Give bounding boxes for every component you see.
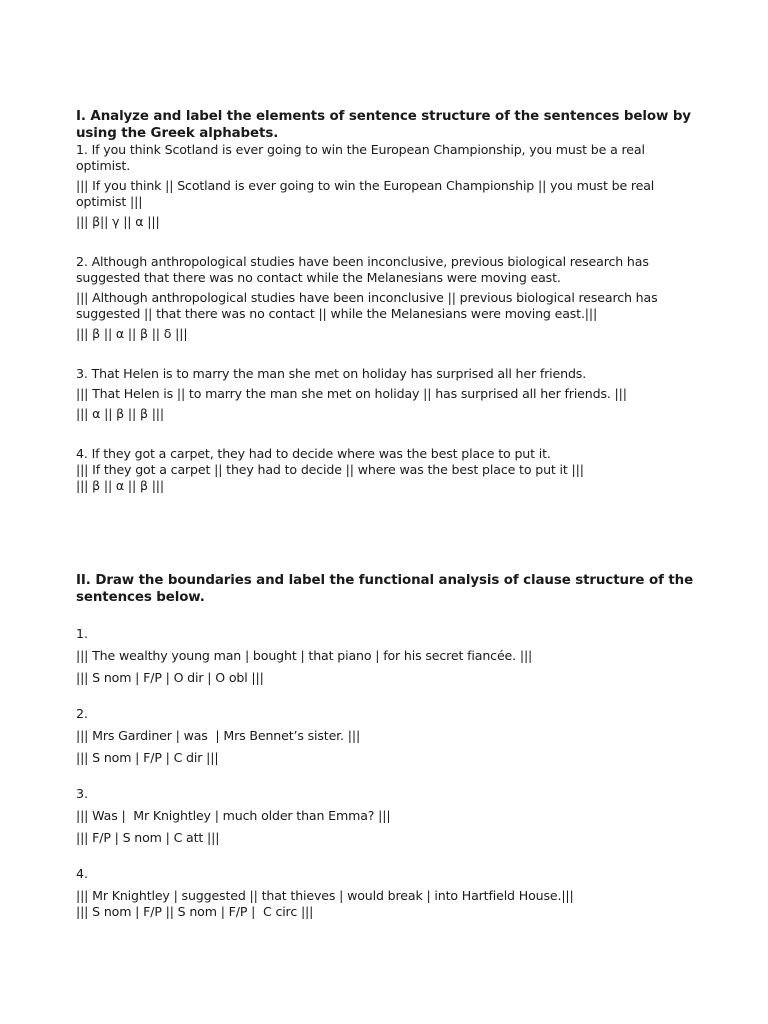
section-1-heading: I. Analyze and label the elements of sentence structure of the sentences below by using the Greek alphabets. xyxy=(76,109,691,141)
item-1-sentence: 1. If you think Scotland is ever going to win the European Championship, you must be a real optimist. xyxy=(76,142,645,173)
item-labels: ||| F/P | S nom | C att ||| xyxy=(76,830,220,845)
item-analysis: ||| The wealthy young man | bought | that piano | for his secret fiancée. ||| xyxy=(76,648,533,663)
item-labels: ||| S nom | F/P | O dir | O obl ||| xyxy=(76,670,264,685)
item-analysis: ||| Mr Knightley | suggested || that thieves | would break | into Hartfield House.||| xyxy=(76,888,574,903)
section-1-item-2 xyxy=(76,254,696,342)
item-3-labels: ||| α || β || β ||| xyxy=(76,406,164,421)
item-labels: ||| S nom | F/P | C dir ||| xyxy=(76,750,219,765)
section-1-item-3 xyxy=(76,366,696,422)
item-labels: ||| S nom | F/P || S nom | F/P | C circ ||| xyxy=(76,904,314,919)
section-1-item-1 xyxy=(76,142,696,230)
section-1 xyxy=(76,108,696,494)
item-2-sentence: 2. Although anthropological studies have been inconclusive, previous biological research has suggested that there was no contact while the Melanesians were moving east. xyxy=(76,254,649,285)
section-1-item-4 xyxy=(76,446,696,494)
item-analysis: ||| Was | Mr Knightley | much older than Emma? ||| xyxy=(76,808,391,823)
item-1-labels: ||| β|| γ || α ||| xyxy=(76,214,160,229)
item-2-labels: ||| β || α || β || δ ||| xyxy=(76,326,188,341)
item-4-sentence: 4. If they got a carpet, they had to decide where was the best place to put it. xyxy=(76,446,551,461)
item-number: 4. xyxy=(76,866,89,881)
item-2-analysis: ||| Although anthropological studies have been inconclusive || previous biological research has suggested || that there was no contact || while the Melanesians were moving east.||| xyxy=(76,290,658,321)
section-2-item-1 xyxy=(76,626,696,686)
section-2-item-2 xyxy=(76,706,696,766)
item-number: 3. xyxy=(76,786,89,801)
section-2-heading: II. Draw the boundaries and label the functional analysis of clause structure of the sentences below. xyxy=(76,573,694,605)
section-2-item-3 xyxy=(76,786,696,846)
document-page xyxy=(76,108,696,919)
item-analysis: ||| Mrs Gardiner | was | Mrs Bennet’s sister. ||| xyxy=(76,728,361,743)
item-number: 1. xyxy=(76,626,89,641)
item-3-sentence: 3. That Helen is to marry the man she met on holiday has surprised all her friends. xyxy=(76,366,587,381)
item-4-labels: ||| β || α || β ||| xyxy=(76,478,164,493)
section-2 xyxy=(76,572,696,940)
section-2-item-4 xyxy=(76,866,696,920)
item-3-analysis: ||| That Helen is || to marry the man she met on holiday || has surprised all her friends. ||| xyxy=(76,386,627,401)
item-number: 2. xyxy=(76,706,89,721)
item-1-analysis: ||| If you think || Scotland is ever going to win the European Championship || you must be real optimist ||| xyxy=(76,178,655,209)
item-4-analysis: ||| If they got a carpet || they had to decide || where was the best place to put it ||| xyxy=(76,462,584,477)
